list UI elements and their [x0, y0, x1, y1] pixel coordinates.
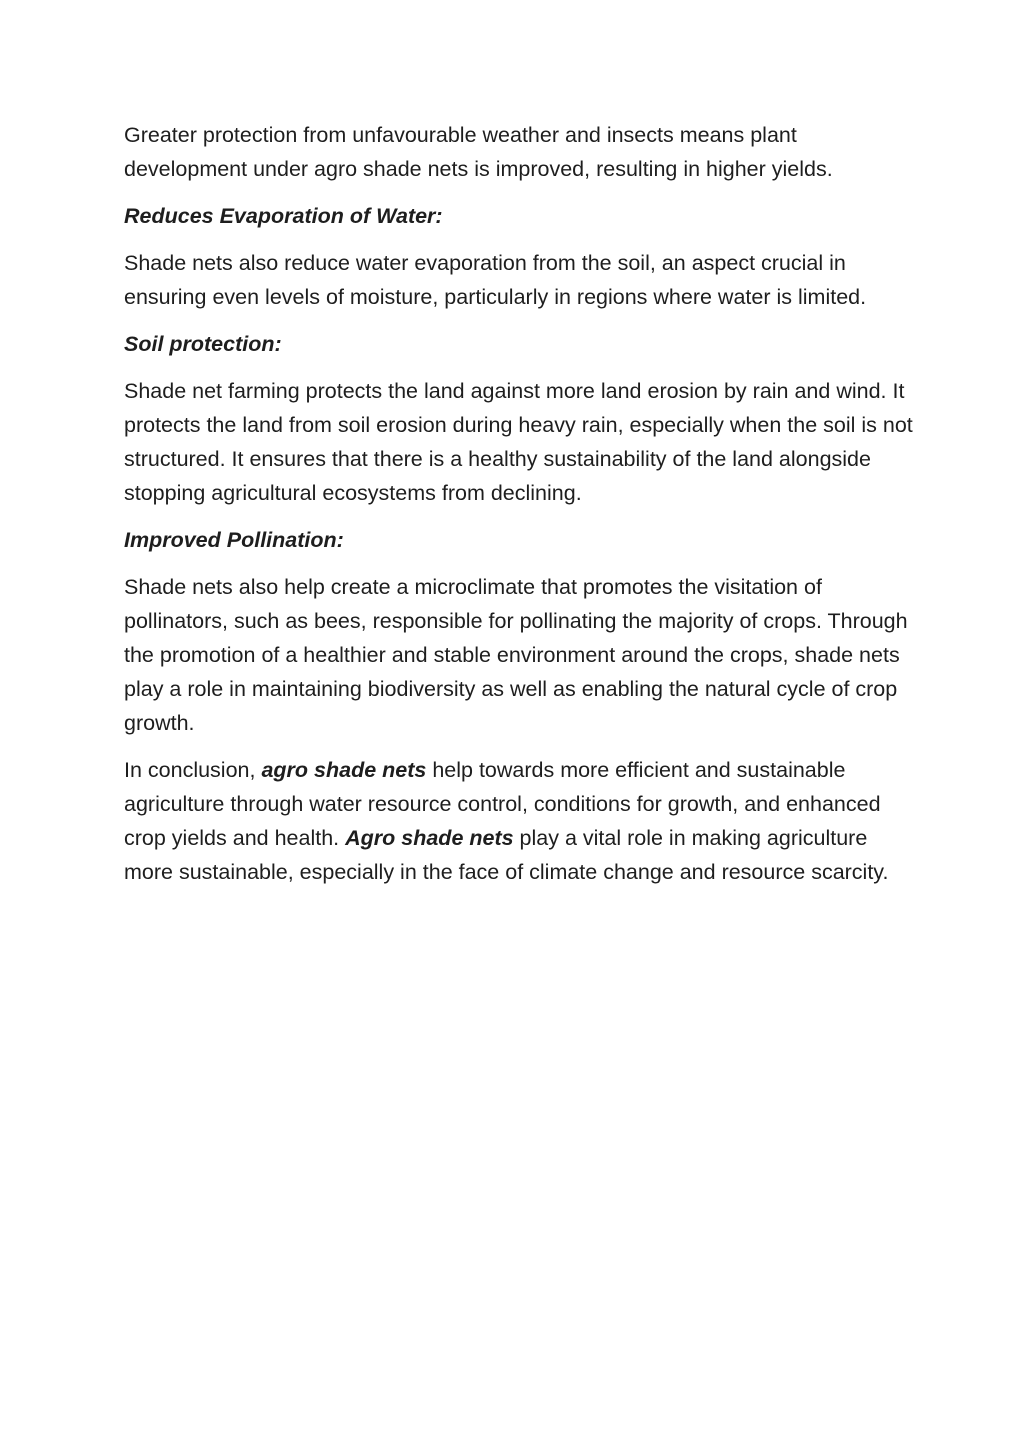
- intro-paragraph: Greater protection from unfavourable weather and insects means plant development under agro shade nets is improved, resulting in higher yields.: [124, 123, 833, 181]
- soil-protection-heading: Soil protection:: [124, 332, 282, 356]
- document-page: [124, 118, 914, 902]
- evaporation-heading: Reduces Evaporation of Water:: [124, 204, 443, 228]
- soil-protection-paragraph: Shade net farming protects the land against more land erosion by rain and wind. It protects the land from soil erosion during heavy rain, especially when the soil is not structured. It ensures that there is a healthy sustainability of the land alongside stopping agricultural ecosystems from declining.: [124, 379, 913, 505]
- conclusion-emphasis-1: agro shade nets: [261, 758, 427, 782]
- evaporation-paragraph: Shade nets also reduce water evaporation from the soil, an aspect crucial in ensuring even levels of moisture, particularly in regions where water is limited.: [124, 251, 867, 309]
- pollination-paragraph: Shade nets also help create a microclimate that promotes the visitation of pollinators, such as bees, responsible for pollinating the majority of crops. Through the promotion of a healthier and stable environment around the crops, shade nets play a role in maintaining biodiversity as well as enabling the natural cycle of crop growth.: [124, 575, 908, 735]
- conclusion-text-3: play a vital role in making agriculture more sustainable, especially in the face of climate change and resource scarcity.: [124, 826, 889, 884]
- conclusion-emphasis-2: Agro shade nets: [345, 826, 514, 850]
- pollination-heading: Improved Pollination:: [124, 528, 344, 552]
- conclusion-text-1: In conclusion,: [124, 758, 262, 782]
- conclusion-text-2: help towards more efficient and sustainable agriculture through water resource control, conditions for growth, and enhanced crop yields and health.: [124, 758, 881, 850]
- conclusion-paragraph: [124, 753, 914, 889]
